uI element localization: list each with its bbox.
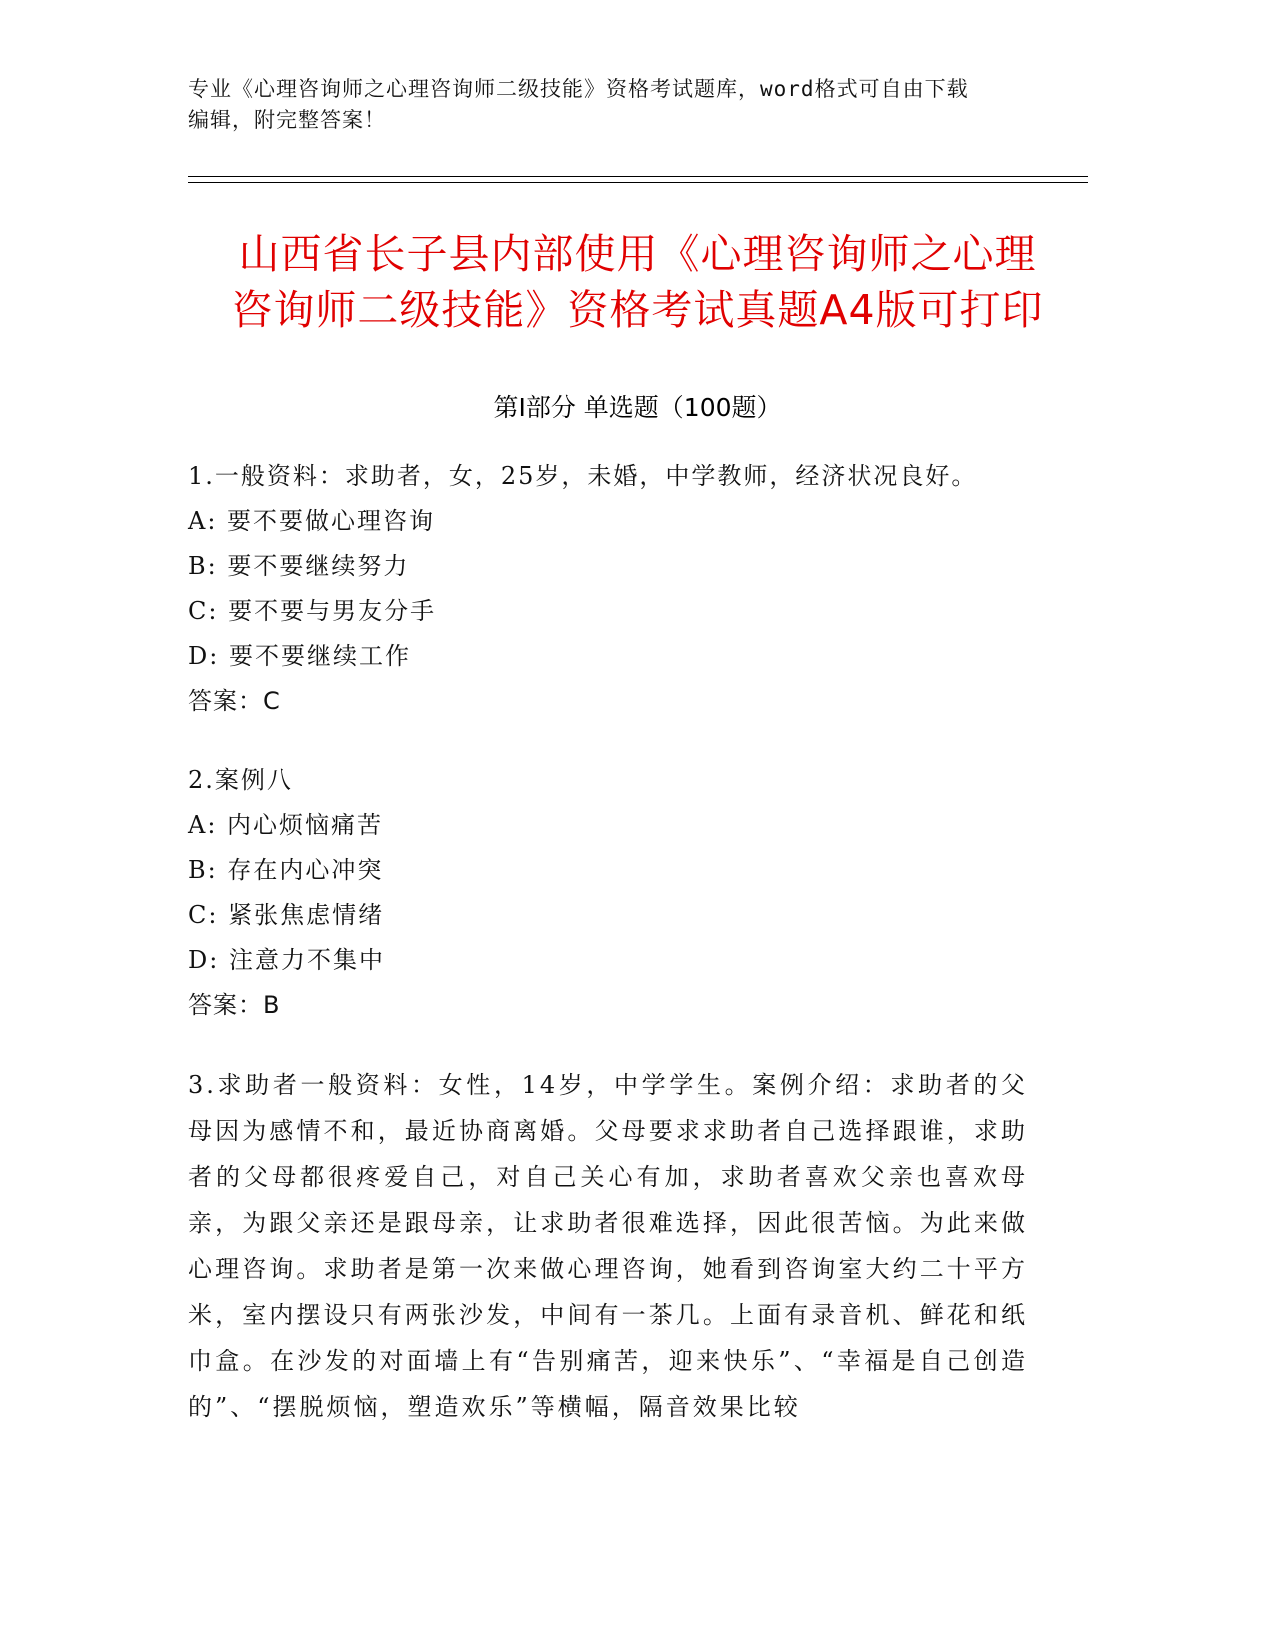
section-title: 第Ⅰ部分 单选题（100题）	[493, 393, 782, 422]
option-a: A: 要不要做心理咨询	[188, 507, 436, 535]
question-3	[188, 1062, 1028, 1430]
header-rule-bottom	[188, 182, 1088, 183]
option-b: B: 要不要继续努力	[188, 552, 410, 580]
document-header	[188, 74, 1088, 136]
option-d: D: 要不要继续工作	[188, 642, 411, 670]
title-line-2: 咨询师二级技能》资格考试真题A4版可打印	[231, 286, 1044, 334]
question-stem: 3.求助者一般资料：女性，14岁，中学学生。案例介绍：求助者的父母因为感情不和，最近协商离婚。父母要求求助者自己选择跟谁，求助者的父母都很疼爱自己，对自己关心有加，求助者喜欢父亲也喜欢母亲，为跟父亲还是跟母亲，让求助者很难选择，因此很苦恼。为此来做心理咨询。求助者是第一次来做心理咨询，她看到咨询室大约二十平方米，室内摆设只有两张沙发，中间有一茶几。上面有录音机、鲜花和纸巾盒。在沙发的对面墙上有“告别痛苦，迎来快乐”、“幸福是自己创造的”、“摆脱烦恼，塑造欢乐”等横幅，隔音效果比较	[188, 1071, 1028, 1421]
option-c: C: 紧张焦虑情绪	[188, 901, 385, 929]
question-1	[188, 454, 1068, 724]
question-stem: 1.一般资料：求助者，女，25岁，未婚，中学教师，经济状况良好。	[188, 462, 978, 490]
document-title	[160, 226, 1115, 338]
answer: 答案：B	[188, 991, 281, 1019]
question-stem: 2.案例八	[188, 766, 293, 794]
header-rule-top	[188, 176, 1088, 177]
answer: 答案：C	[188, 687, 281, 715]
header-line-1: 专业《心理咨询师之心理咨询师二级技能》资格考试题库，word格式可自由下载	[188, 77, 969, 101]
option-a: A: 内心烦恼痛苦	[188, 811, 384, 839]
option-c: C: 要不要与男友分手	[188, 597, 437, 625]
option-b: B: 存在内心冲突	[188, 856, 384, 884]
question-2	[188, 758, 1068, 1028]
title-line-1: 山西省长子县内部使用《心理咨询师之心理	[238, 230, 1037, 278]
header-line-2: 编辑，附完整答案！	[188, 108, 386, 132]
option-d: D: 注意力不集中	[188, 946, 385, 974]
